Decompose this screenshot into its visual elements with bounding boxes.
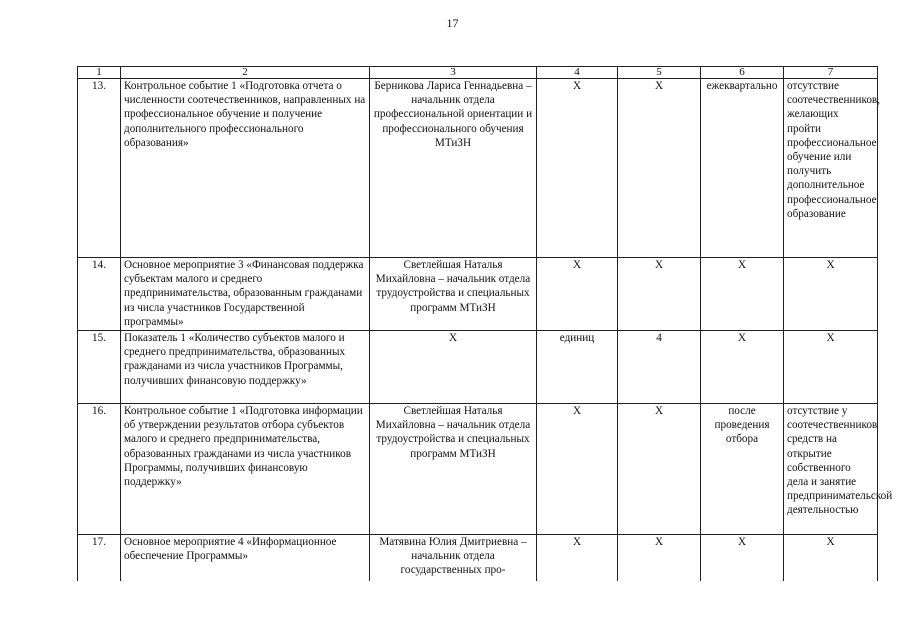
row-col4: X — [537, 535, 618, 582]
row-name: Показатель 1 «Количество субъектов малого и среднего предпринимательства, образованных гражданами из числа участников Программы, получивших финансовую поддержку» — [121, 331, 370, 404]
row-col5: X — [618, 535, 701, 582]
row-col5: 4 — [618, 331, 701, 404]
row-col7: X — [784, 258, 878, 331]
column-header-4: 4 — [537, 67, 618, 79]
row-col6: ежеквартально — [701, 79, 784, 258]
row-col7: отсутствие соотечественников, желающих пройти профессиональное обучение или получить дополнительное профессиональное образование — [784, 79, 878, 258]
column-header-3: 3 — [370, 67, 537, 79]
row-name: Контрольное событие 1 «Подготовка информации об утверждении результатов отбора субъектов малого и среднего предпринимательства, образованных гражданами из числа участников Программы, получивших финансовую поддержку» — [121, 404, 370, 535]
row-responsible: Берникова Лариса Геннадьевна – начальник отдела профессиональной ориентации и профессионального обучения МТиЗН — [370, 79, 537, 258]
row-col7: отсутствие у соотечественников средств на открытие собственного дела и занятие предпринимательской деятельностью — [784, 404, 878, 535]
row-col4: X — [537, 404, 618, 535]
row-col5: X — [618, 404, 701, 535]
row-col4: X — [537, 79, 618, 258]
plan-table — [77, 66, 893, 581]
row-col7: X — [784, 331, 878, 404]
table-row — [78, 79, 878, 258]
row-col6: X — [701, 535, 784, 582]
row-col7: X — [784, 535, 878, 582]
row-col4: единиц — [537, 331, 618, 404]
row-col6: X — [701, 258, 784, 331]
table-row — [78, 535, 878, 582]
table-row — [78, 331, 878, 404]
table-row — [78, 404, 878, 535]
column-header-7: 7 — [784, 67, 878, 79]
row-responsible: Светлейшая Наталья Михайловна – начальник отдела трудоустройства и специальных программ МТиЗН — [370, 404, 537, 535]
row-responsible: X — [370, 331, 537, 404]
row-number: 16. — [78, 404, 121, 535]
row-number: 14. — [78, 258, 121, 331]
column-header-6: 6 — [701, 67, 784, 79]
column-header-5: 5 — [618, 67, 701, 79]
row-col6: после проведения отбора — [701, 404, 784, 535]
row-col5: X — [618, 258, 701, 331]
row-number: 17. — [78, 535, 121, 582]
row-responsible: Светлейшая Наталья Михайловна – начальник отдела трудоустройства и специальных программ МТиЗН — [370, 258, 537, 331]
row-number: 13. — [78, 79, 121, 258]
column-header-2: 2 — [121, 67, 370, 79]
header-row — [78, 67, 878, 79]
row-col6: X — [701, 331, 784, 404]
row-name: Основное мероприятие 3 «Финансовая поддержка субъектам малого и среднего предпринимательства, образованным гражданами из числа участников Государственной программы» — [121, 258, 370, 331]
row-name: Основное мероприятие 4 «Информационное обеспечение Программы» — [121, 535, 370, 582]
row-col4: X — [537, 258, 618, 331]
row-col5: X — [618, 79, 701, 258]
row-number: 15. — [78, 331, 121, 404]
table-row — [78, 258, 878, 331]
column-header-1: 1 — [78, 67, 121, 79]
page-number: 17 — [446, 16, 459, 30]
row-name: Контрольное событие 1 «Подготовка отчета о численности соотечественников, направленных на профессиональное обучение и получение дополнительного профессионального образования» — [121, 79, 370, 258]
row-responsible: Матявина Юлия Дмитриевна – начальник отдела государственных про- — [370, 535, 537, 582]
